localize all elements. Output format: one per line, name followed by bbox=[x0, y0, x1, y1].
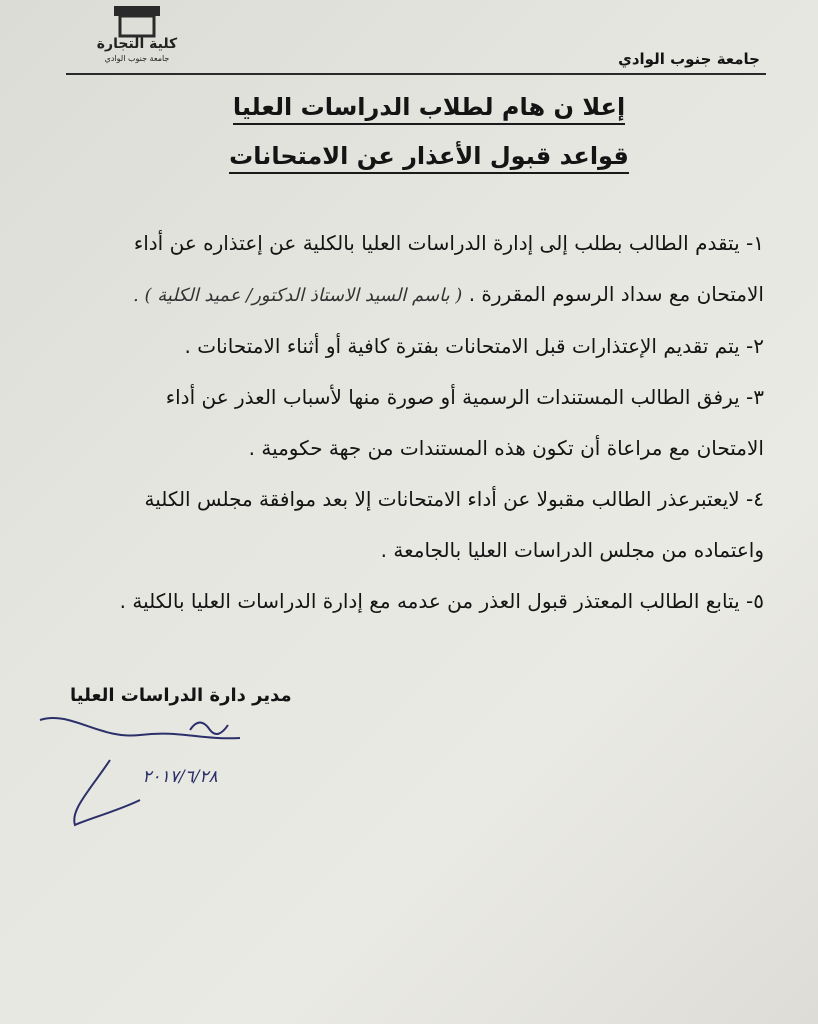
rule-5: ٥- يتابع الطالب المعتذر قبول العذر من عدمه مع إدارة الدراسات العليا بالكلية . bbox=[119, 589, 764, 613]
rule-3-line-1: ٣- يرفق الطالب المستندات الرسمية أو صورة منها لأسباب العذر عن أداء bbox=[165, 385, 764, 409]
signature bbox=[30, 700, 270, 840]
university-name: جامعة جنوب الوادي bbox=[618, 50, 760, 68]
rule-4-line-1: ٤- لايعتبرعذر الطالب مقبولا عن أداء الامتحانات إلا بعد موافقة مجلس الكلية bbox=[144, 487, 764, 511]
header-divider bbox=[66, 73, 766, 75]
signatory-title: مدير دارة الدراسات العليا bbox=[70, 685, 292, 706]
announcement-title: إعلا ن هام لطلاب الدراسات العليا bbox=[0, 93, 818, 121]
college-logo bbox=[94, 4, 180, 64]
rule-4-line-2: واعتماده من مجلس الدراسات العليا بالجامعة . bbox=[380, 538, 764, 562]
rules-title: قواعد قبول الأعذار عن الامتحانات bbox=[0, 142, 818, 170]
rule-3-line-2: الامتحان مع مراعاة أن تكون هذه المستندات من جهة حكومية . bbox=[248, 436, 764, 460]
rules-list bbox=[40, 218, 764, 627]
rule-1-line-2: الامتحان مع سداد الرسوم المقررة . ( باسم السيد الاستاذ الدكتور/ عميد الكلية ) . bbox=[133, 282, 764, 306]
svg-text:جامعة جنوب الوادي: جامعة جنوب الوادي bbox=[104, 54, 170, 63]
svg-text:كلية التجارة: كلية التجارة bbox=[96, 36, 178, 52]
rule-2: ٢- يتم تقديم الإعتذارات قبل الامتحانات بفترة كافية أو أثناء الامتحانات . bbox=[184, 334, 764, 358]
handwritten-note: ( باسم السيد الاستاذ الدكتور/ عميد الكلية ) . bbox=[133, 285, 463, 306]
rule-1-line-1: ١- يتقدم الطالب بطلب إلى إدارة الدراسات العليا بالكلية عن إعتذاره عن أداء bbox=[133, 231, 764, 255]
signature-date: ٢٠١٧/٦/٢٨ bbox=[142, 767, 218, 787]
